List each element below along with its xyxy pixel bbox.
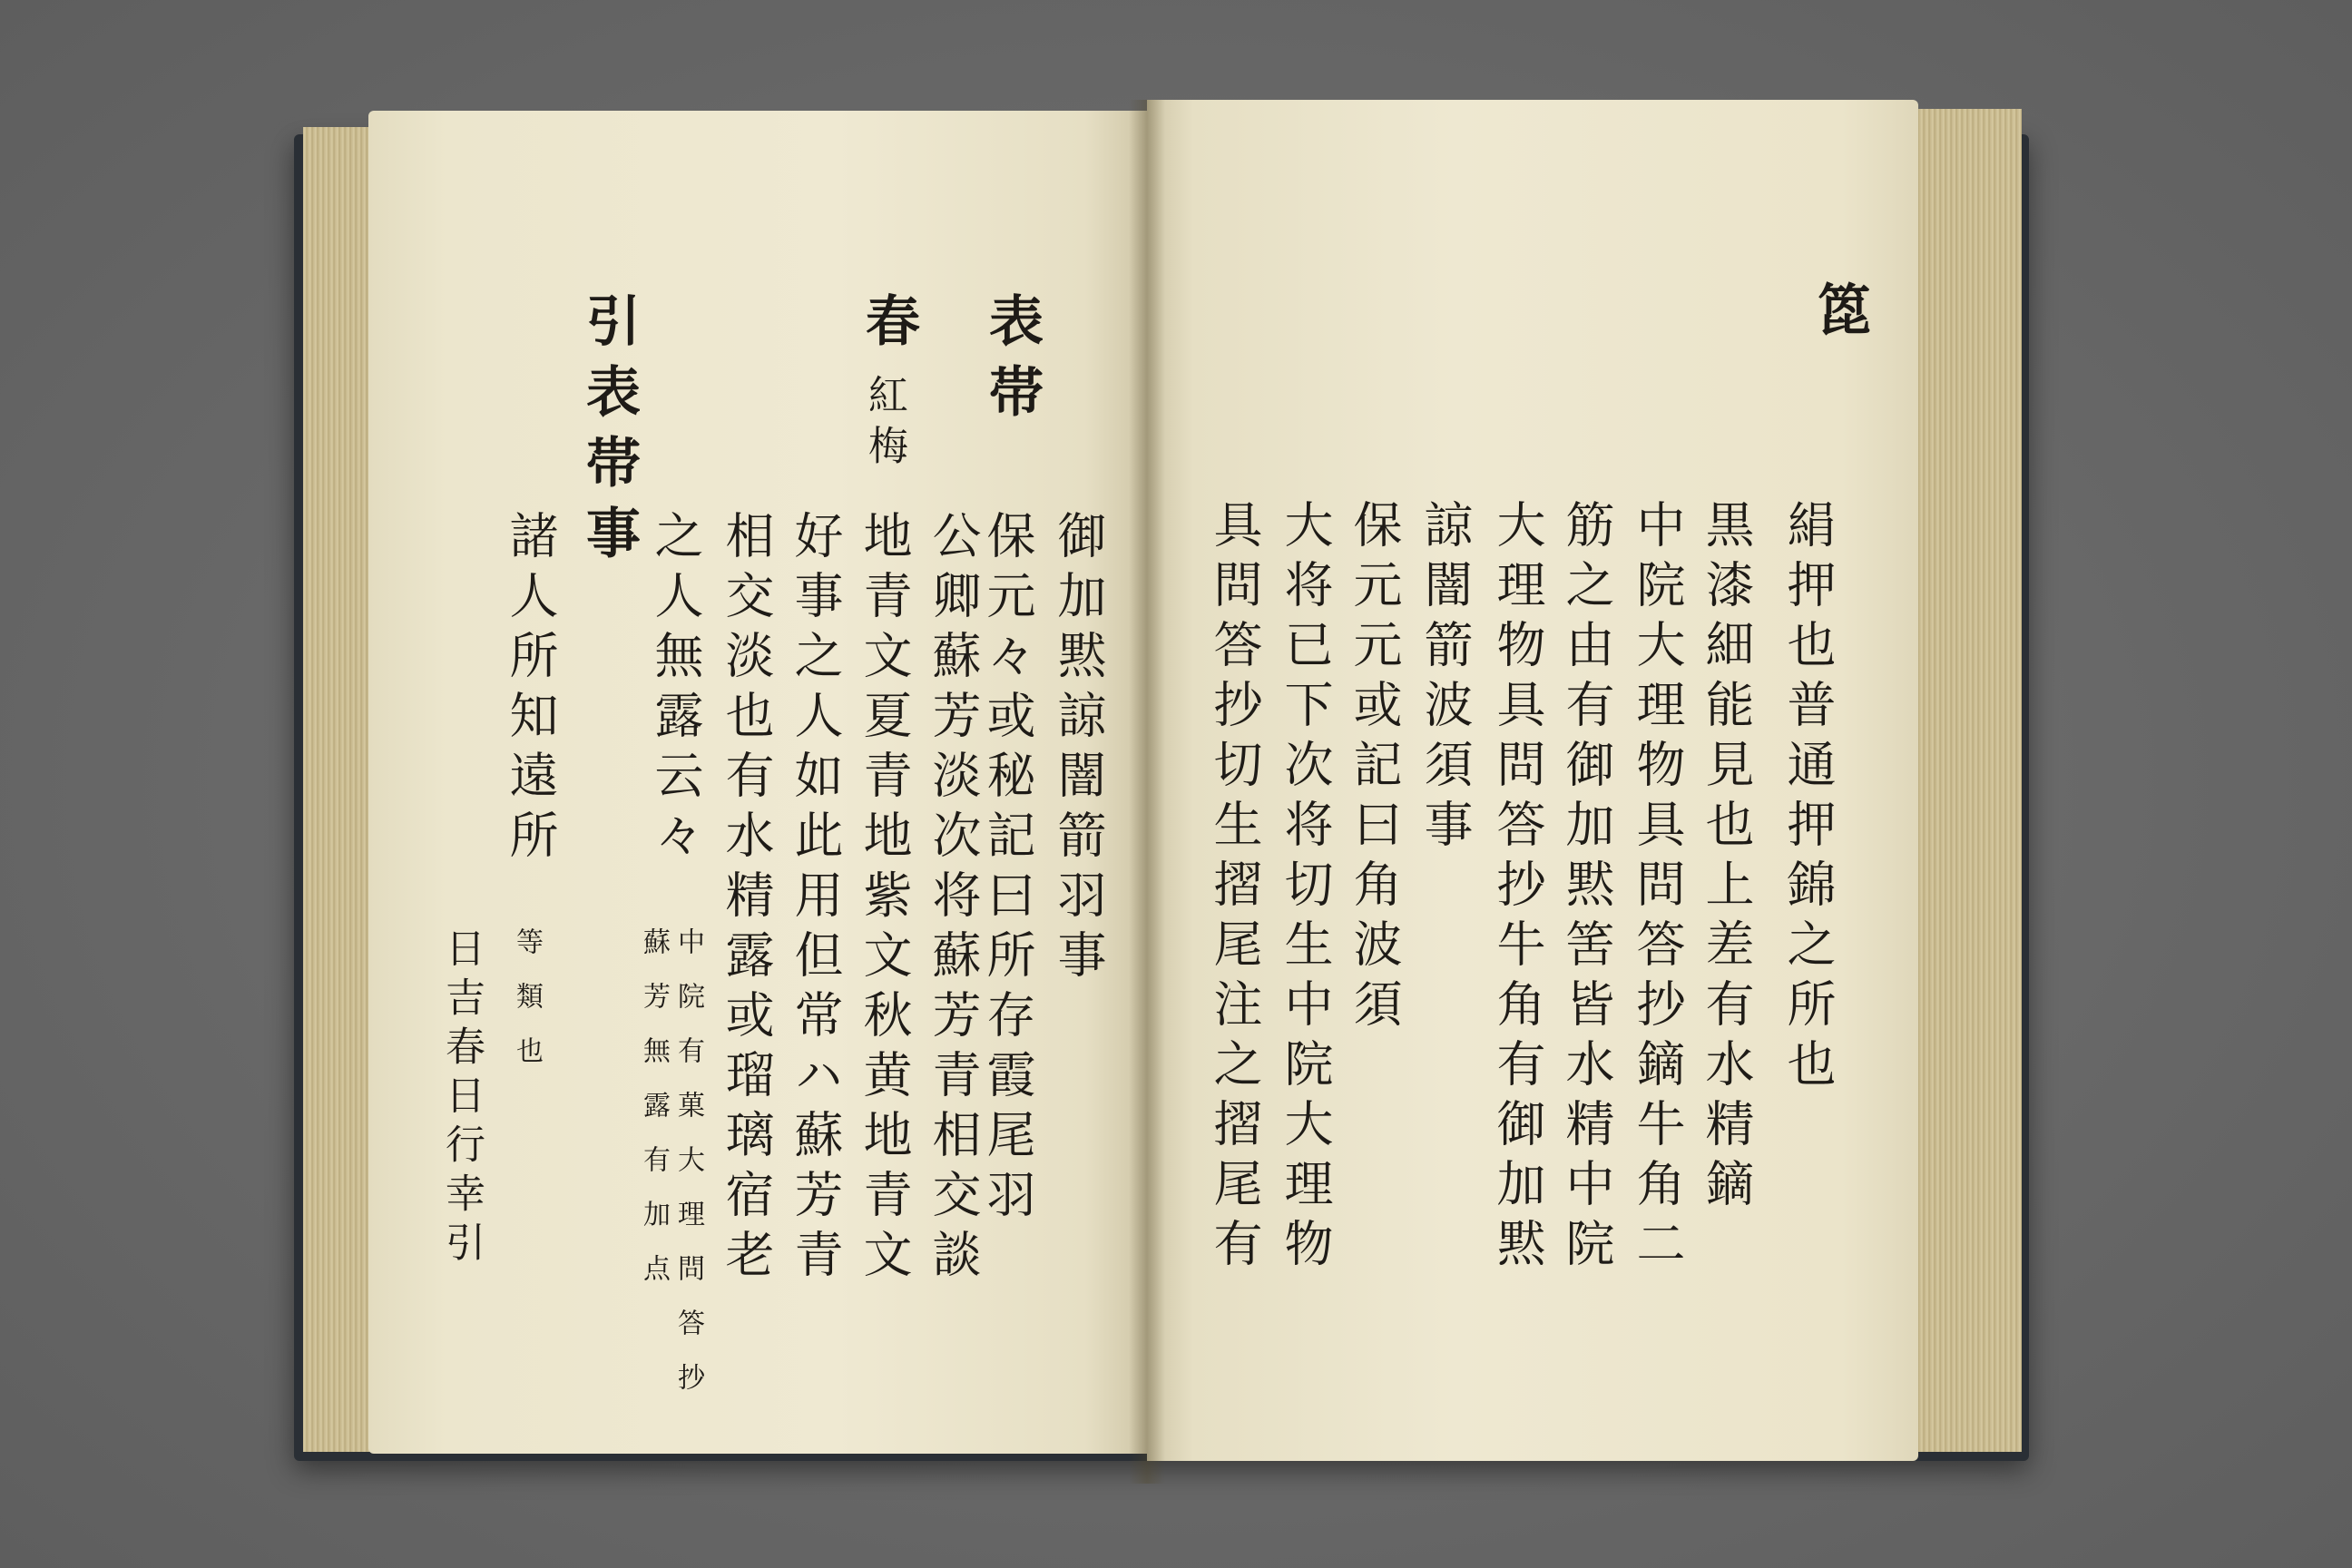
text-column: 保元々或秘記曰所存霞尾羽 [979,510,1036,1229]
text-column: 公卿蘇芳淡次将蘇芳青相交談 [925,510,982,1289]
text-column: 大理物具問答抄牛角有御加黙 [1489,499,1546,1278]
text-column: 諒闇箭波須事 [1416,499,1474,858]
text-column: 相交淡也有水精露或瑠璃宿老 [718,510,775,1289]
annotation-column: 中院有菓大理問答抄 [672,927,704,1417]
heading-inhyotai: 引表帯事 [577,292,641,575]
text-column: 地青文夏青地紫文秋黄地青文 [856,510,913,1289]
left-page-edges [303,127,376,1452]
text-column: 御加黙諒闇箭羽事 [1050,510,1107,989]
right-page [1147,100,1918,1461]
heading-yanagui: 箆 [1808,281,1871,352]
text-column: 之人無露云々 [647,510,704,869]
text-column: 諸人所知遠所 [502,510,559,869]
text-column: 絹押也普通押錦之所也 [1779,499,1837,1098]
annotation-column: 等類也 [511,927,543,1091]
text-column: 好事之人如此用但常ハ蘇芳青 [787,510,844,1289]
heading-hyotai: 表帯 [980,292,1044,434]
right-page-edges [1915,109,2022,1452]
text-column: 中院大理物具問答抄鏑牛角二 [1629,499,1686,1278]
text-column: 具問答抄切生摺尾注之摺尾有 [1206,499,1263,1278]
text-kobai: 紅梅 [861,374,907,475]
text-column: 日吉春日行幸引 [438,927,485,1270]
left-page [368,111,1147,1454]
text-column: 筋之由有御加黙筈皆水精中院 [1558,499,1615,1278]
heading-haru: 春 [857,292,920,363]
annotation-column: 蘇芳無露有加点 [638,927,670,1308]
text-column: 大将已下次将切生中院大理物 [1277,499,1334,1278]
text-column: 保元元或記曰角波須 [1346,499,1403,1038]
book-gutter [1129,100,1165,1484]
text-column: 黒漆細能見也上差有水精鏑 [1698,499,1755,1218]
open-book [290,100,2033,1484]
